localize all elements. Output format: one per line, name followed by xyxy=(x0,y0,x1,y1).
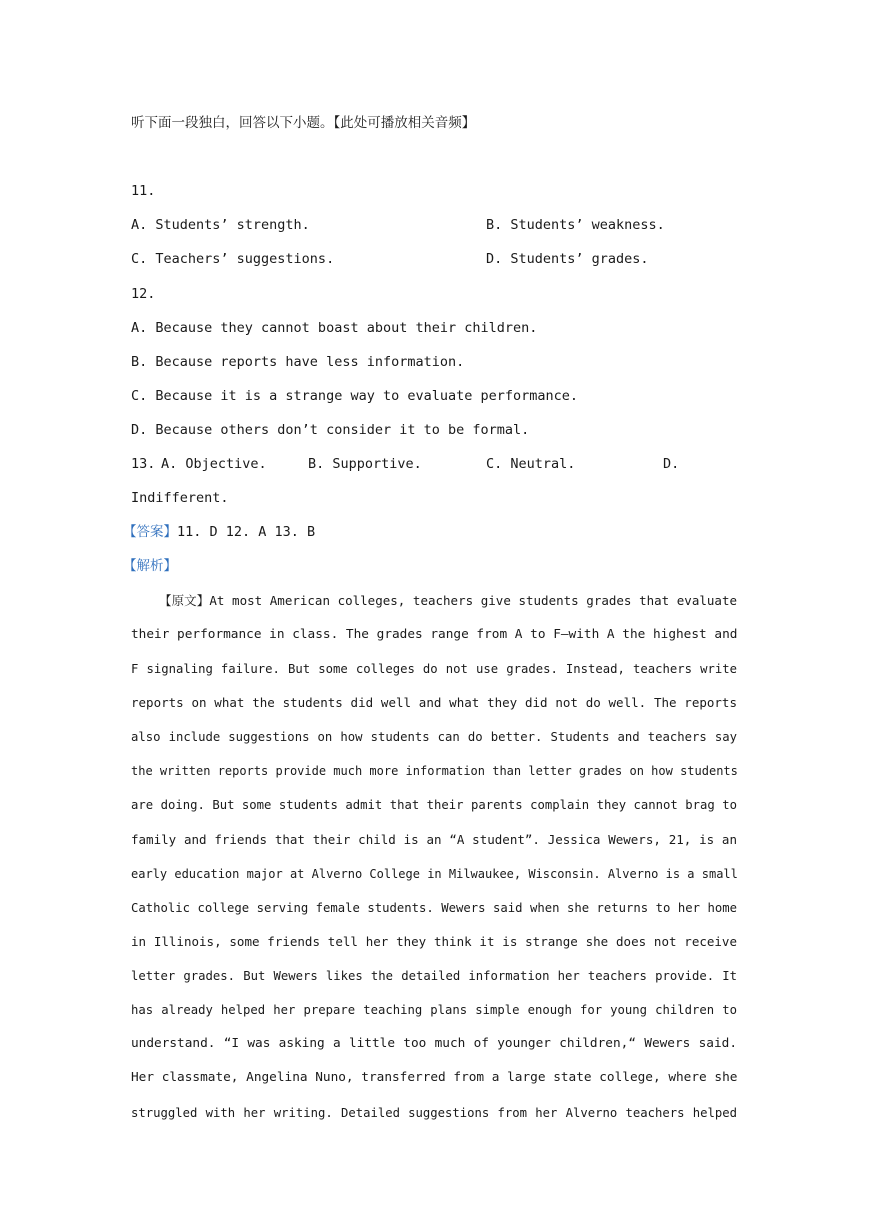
question-11-option-b: B. Students’ weakness. xyxy=(486,217,665,233)
question-13-option-d-text: Indifferent. xyxy=(131,490,229,506)
question-13-option-d: D. xyxy=(663,456,680,472)
transcript-text: At most American colleges, teachers give students grades that evaluate xyxy=(209,593,737,608)
transcript-line: Her classmate, Angelina Nuno, transferred from a large state college, where she xyxy=(131,1070,738,1085)
analysis-label: 【解析】 xyxy=(123,558,177,574)
transcript-line: Catholic college serving female students. Wewers said when she returns to her home xyxy=(131,901,737,915)
transcript-line: family and friends that their child is an “A student”. Jessica Wewers, 21, is an xyxy=(131,832,737,847)
question-12-option-d: D. Because others don’t consider it to be formal. xyxy=(131,422,530,438)
question-11-option-c: C. Teachers’ suggestions. xyxy=(131,251,335,267)
listening-intro: 听下面一段独白，回答以下小题。【此处可播放相关音频】 xyxy=(131,115,476,131)
question-13-row xyxy=(131,454,737,474)
question-13-option-b: B. Supportive. xyxy=(308,456,422,472)
transcript-line: the written reports provide much more information than letter grades on how students xyxy=(131,764,738,778)
transcript-line: in Illinois, some friends tell her they think it is strange she does not receive xyxy=(131,934,737,949)
question-12-option-c: C. Because it is a strange way to evaluate performance. xyxy=(131,388,579,404)
question-13-number: 13. xyxy=(131,456,156,472)
transcript-line xyxy=(131,591,737,611)
document-page xyxy=(123,0,738,1228)
question-13-option-a: A. Objective. xyxy=(161,456,267,472)
question-11-option-d: D. Students’ grades. xyxy=(486,251,649,267)
answer-label: 【答案】 xyxy=(123,524,177,540)
transcript-line: early education major at Alverno College in Milwaukee, Wisconsin. Alverno is a small xyxy=(131,867,738,881)
transcript-line: has already helped her prepare teaching plans simple enough for young children to xyxy=(131,1003,737,1017)
transcript-line: their performance in class. The grades range from A to F—with A the highest and xyxy=(131,627,738,642)
question-11-number: 11. xyxy=(131,183,156,199)
question-12-option-b: B. Because reports have less information. xyxy=(131,354,465,370)
transcript-line: F signaling failure. But some colleges do not use grades. Instead, teachers write xyxy=(131,662,737,676)
question-13-option-c: C. Neutral. xyxy=(486,456,576,472)
transcript-line: understand. “I was asking a little too much of younger children,“ Wewers said. xyxy=(131,1036,737,1051)
answer-text: 11. D 12. A 13. B xyxy=(177,524,316,540)
question-11-option-a: A. Students’ strength. xyxy=(131,217,310,233)
question-12-number: 12. xyxy=(131,286,156,302)
answer-row xyxy=(123,522,315,542)
transcript-label: 【原文】 xyxy=(159,593,210,608)
question-12-option-a: A. Because they cannot boast about their children. xyxy=(131,320,538,336)
transcript-line: letter grades. But Wewers likes the detailed information her teachers provide. It xyxy=(131,969,737,983)
transcript-line: are doing. But some students admit that their parents complain they cannot brag to xyxy=(131,798,737,812)
transcript-line: also include suggestions on how students can do better. Students and teachers say xyxy=(131,730,737,744)
transcript-line: struggled with her writing. Detailed suggestions from her Alverno teachers helped xyxy=(131,1106,737,1120)
transcript-line: reports on what the students did well and what they did not do well. The reports xyxy=(131,695,737,710)
